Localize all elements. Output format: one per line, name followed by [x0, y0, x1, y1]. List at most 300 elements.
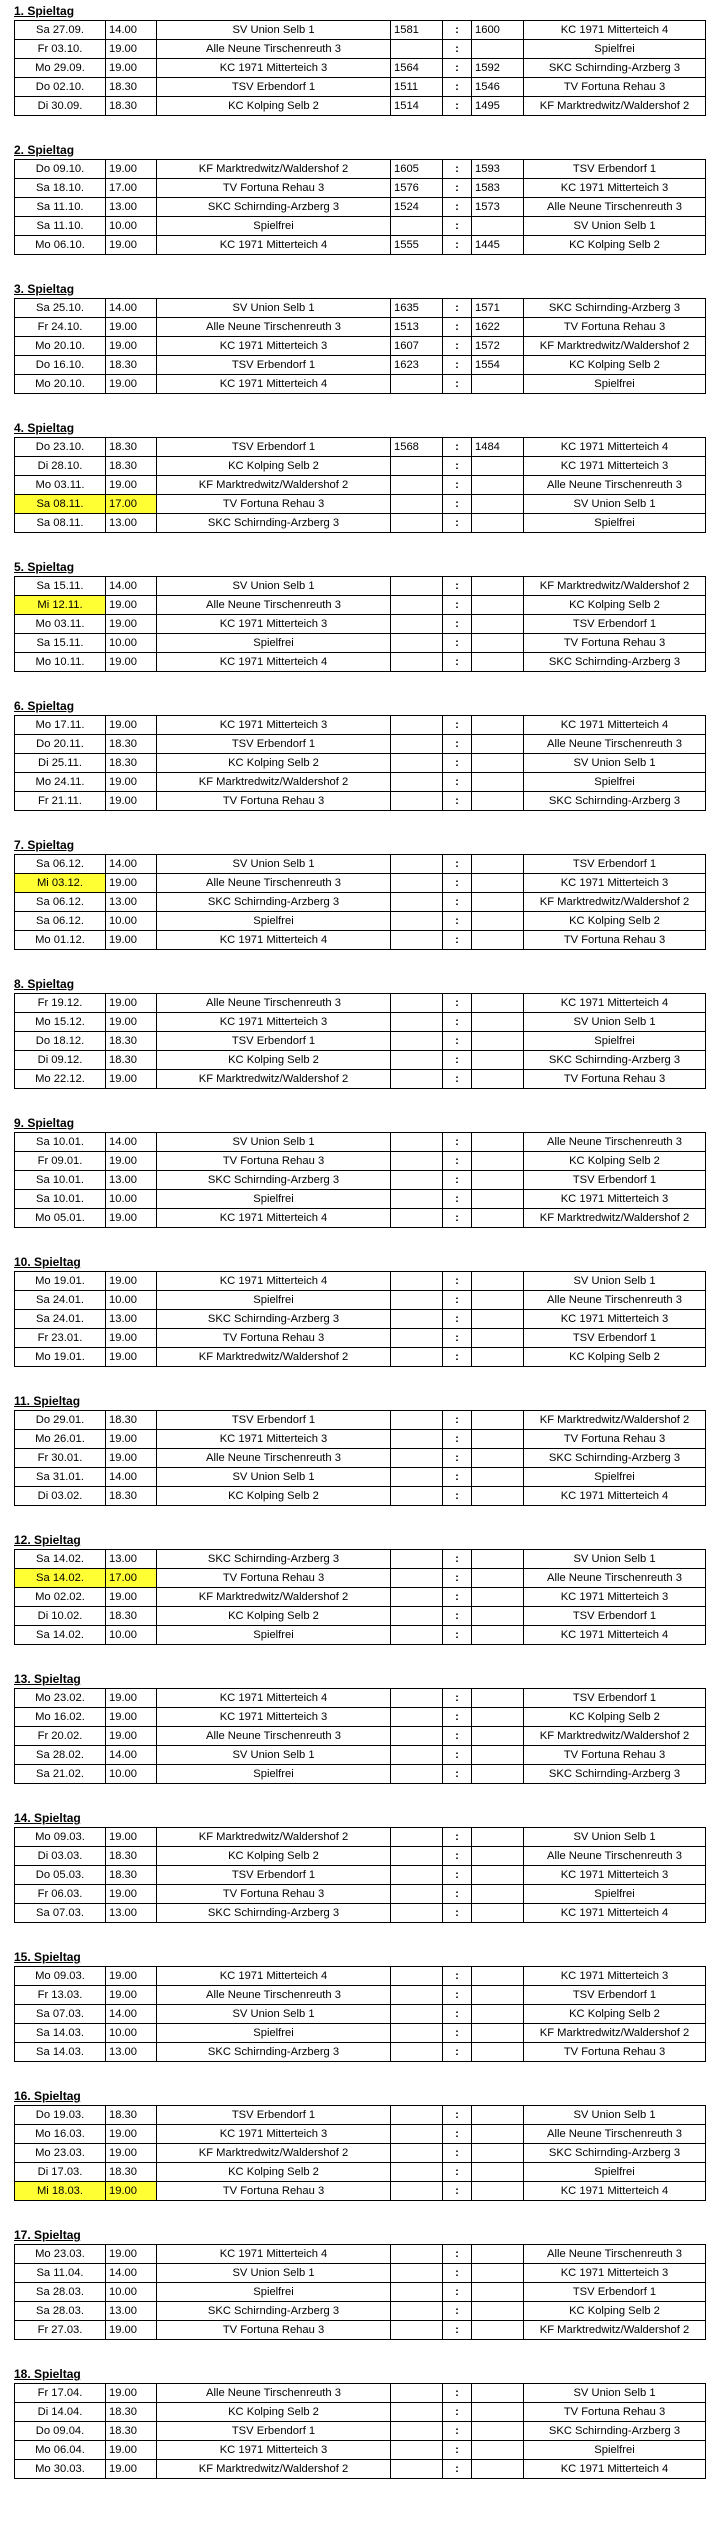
- home-score: [391, 1329, 443, 1348]
- match-row: [15, 1967, 706, 1986]
- match-date: Sa 14.03.: [15, 2043, 106, 2062]
- match-row: [15, 59, 706, 78]
- away-score: [472, 1329, 524, 1348]
- home-team: Spielfrei: [157, 2283, 391, 2302]
- home-team: TSV Erbendorf 1: [157, 1032, 391, 1051]
- away-team: Alle Neune Tirschenreuth 3: [524, 198, 706, 217]
- away-score: 1573: [472, 198, 524, 217]
- match-row: [15, 893, 706, 912]
- away-team: TSV Erbendorf 1: [524, 855, 706, 874]
- home-score: [391, 2264, 443, 2283]
- round-table: [14, 159, 706, 255]
- score-separator: :: [443, 1430, 472, 1449]
- home-score: 1513: [391, 318, 443, 337]
- match-time: 19.00: [106, 2125, 157, 2144]
- match-time: 19.00: [106, 337, 157, 356]
- away-team: SV Union Selb 1: [524, 1013, 706, 1032]
- round-table: [14, 1966, 706, 2062]
- away-team: KC 1971 Mitterteich 3: [524, 1310, 706, 1329]
- home-team: KC Kolping Selb 2: [157, 1847, 391, 1866]
- match-row: [15, 1828, 706, 1847]
- home-score: [391, 1152, 443, 1171]
- round-title: 2. Spieltag: [14, 143, 75, 157]
- score-separator: :: [443, 994, 472, 1013]
- match-date: Sa 15.11.: [15, 577, 106, 596]
- away-score: 1546: [472, 78, 524, 97]
- match-time: 19.00: [106, 1013, 157, 1032]
- match-time: 10.00: [106, 1626, 157, 1645]
- away-team: SKC Schirnding-Arzberg 3: [524, 2422, 706, 2441]
- score-separator: :: [443, 2106, 472, 2125]
- away-team: Alle Neune Tirschenreuth 3: [524, 735, 706, 754]
- home-team: TV Fortuna Rehau 3: [157, 179, 391, 198]
- match-row: [15, 1746, 706, 1765]
- match-date: Do 19.03.: [15, 2106, 106, 2125]
- away-team: KC 1971 Mitterteich 3: [524, 1866, 706, 1885]
- away-team: SKC Schirnding-Arzberg 3: [524, 1051, 706, 1070]
- match-date: Fr 13.03.: [15, 1986, 106, 2005]
- home-score: [391, 1348, 443, 1367]
- match-date: Mo 05.01.: [15, 1209, 106, 1228]
- home-score: [391, 1746, 443, 1765]
- away-team: KC 1971 Mitterteich 4: [524, 1487, 706, 1506]
- away-team: Spielfrei: [524, 1885, 706, 1904]
- home-score: [391, 874, 443, 893]
- match-time: 18.30: [106, 356, 157, 375]
- match-time: 19.00: [106, 1727, 157, 1746]
- round-title: 12. Spieltag: [14, 1533, 81, 1547]
- score-separator: :: [443, 1708, 472, 1727]
- away-team: SV Union Selb 1: [524, 754, 706, 773]
- away-team: KC Kolping Selb 2: [524, 1152, 706, 1171]
- match-time: 14.00: [106, 21, 157, 40]
- home-score: [391, 754, 443, 773]
- home-team: Spielfrei: [157, 1291, 391, 1310]
- match-row: [15, 179, 706, 198]
- away-score: 1600: [472, 21, 524, 40]
- home-score: 1555: [391, 236, 443, 255]
- round-table: [14, 437, 706, 533]
- home-score: [391, 1070, 443, 1089]
- away-team: SKC Schirnding-Arzberg 3: [524, 59, 706, 78]
- home-team: KC 1971 Mitterteich 4: [157, 375, 391, 394]
- away-team: SKC Schirnding-Arzberg 3: [524, 792, 706, 811]
- home-score: [391, 2441, 443, 2460]
- score-separator: :: [443, 2283, 472, 2302]
- match-date: Mo 22.12.: [15, 1070, 106, 1089]
- match-row: [15, 2321, 706, 2340]
- home-team: Alle Neune Tirschenreuth 3: [157, 40, 391, 59]
- match-row: [15, 2024, 706, 2043]
- home-team: TV Fortuna Rehau 3: [157, 2321, 391, 2340]
- away-score: [472, 1689, 524, 1708]
- home-score: [391, 716, 443, 735]
- match-time: 14.00: [106, 577, 157, 596]
- home-score: [391, 1588, 443, 1607]
- home-score: [391, 931, 443, 950]
- home-team: SKC Schirnding-Arzberg 3: [157, 198, 391, 217]
- round-table: [14, 1271, 706, 1367]
- match-row: [15, 476, 706, 495]
- score-separator: :: [443, 1607, 472, 1626]
- match-row: [15, 2422, 706, 2441]
- away-score: [472, 912, 524, 931]
- score-separator: :: [443, 198, 472, 217]
- home-team: SKC Schirnding-Arzberg 3: [157, 1310, 391, 1329]
- home-team: KC 1971 Mitterteich 3: [157, 2441, 391, 2460]
- home-score: [391, 1051, 443, 1070]
- score-separator: :: [443, 1171, 472, 1190]
- home-team: Spielfrei: [157, 634, 391, 653]
- away-score: [472, 634, 524, 653]
- score-separator: :: [443, 1133, 472, 1152]
- away-score: 1622: [472, 318, 524, 337]
- score-separator: :: [443, 912, 472, 931]
- away-team: TV Fortuna Rehau 3: [524, 318, 706, 337]
- home-score: [391, 1885, 443, 1904]
- home-team: TSV Erbendorf 1: [157, 2106, 391, 2125]
- match-row: [15, 78, 706, 97]
- home-team: TV Fortuna Rehau 3: [157, 1329, 391, 1348]
- home-score: 1524: [391, 198, 443, 217]
- home-team: TSV Erbendorf 1: [157, 735, 391, 754]
- match-date: Sa 31.01.: [15, 1468, 106, 1487]
- away-team: KC 1971 Mitterteich 3: [524, 1588, 706, 1607]
- match-date: Sa 14.02.: [15, 1550, 106, 1569]
- round-title: 10. Spieltag: [14, 1255, 81, 1269]
- match-time: 19.00: [106, 1967, 157, 1986]
- away-score: [472, 217, 524, 236]
- away-team: SV Union Selb 1: [524, 495, 706, 514]
- home-score: [391, 577, 443, 596]
- match-time: 14.00: [106, 1746, 157, 1765]
- away-score: [472, 1866, 524, 1885]
- home-team: KC Kolping Selb 2: [157, 2403, 391, 2422]
- away-score: [472, 514, 524, 533]
- home-score: [391, 476, 443, 495]
- match-row: [15, 1885, 706, 1904]
- match-time: 19.00: [106, 615, 157, 634]
- home-score: [391, 2106, 443, 2125]
- away-score: [472, 1209, 524, 1228]
- match-date: Mo 20.10.: [15, 337, 106, 356]
- score-separator: :: [443, 754, 472, 773]
- match-time: 14.00: [106, 855, 157, 874]
- match-row: [15, 1013, 706, 1032]
- away-score: [472, 2403, 524, 2422]
- score-separator: :: [443, 2422, 472, 2441]
- score-separator: :: [443, 2441, 472, 2460]
- home-team: KC 1971 Mitterteich 4: [157, 236, 391, 255]
- away-team: KF Marktredwitz/Waldershof 2: [524, 97, 706, 116]
- home-team: TV Fortuna Rehau 3: [157, 792, 391, 811]
- score-separator: :: [443, 773, 472, 792]
- match-date: Di 25.11.: [15, 754, 106, 773]
- score-separator: :: [443, 653, 472, 672]
- home-team: TV Fortuna Rehau 3: [157, 1885, 391, 1904]
- home-score: [391, 457, 443, 476]
- match-date: Sa 10.01.: [15, 1133, 106, 1152]
- away-team: KC 1971 Mitterteich 4: [524, 2182, 706, 2201]
- match-date: Sa 18.10.: [15, 179, 106, 198]
- match-date: Mo 15.12.: [15, 1013, 106, 1032]
- home-score: 1581: [391, 21, 443, 40]
- away-score: [472, 1487, 524, 1506]
- match-row: [15, 1487, 706, 1506]
- match-date: Fr 30.01.: [15, 1449, 106, 1468]
- home-score: [391, 2043, 443, 2062]
- away-team: KC 1971 Mitterteich 3: [524, 1967, 706, 1986]
- score-separator: :: [443, 457, 472, 476]
- round-title: 3. Spieltag: [14, 282, 75, 296]
- home-score: [391, 2024, 443, 2043]
- round-table: [14, 854, 706, 950]
- match-row: [15, 375, 706, 394]
- match-date: Do 29.01.: [15, 1411, 106, 1430]
- match-row: [15, 931, 706, 950]
- match-time: 19.00: [106, 2321, 157, 2340]
- away-team: KC Kolping Selb 2: [524, 596, 706, 615]
- home-team: TSV Erbendorf 1: [157, 356, 391, 375]
- match-time: 18.30: [106, 2422, 157, 2441]
- home-team: SV Union Selb 1: [157, 21, 391, 40]
- match-date: Sa 28.03.: [15, 2283, 106, 2302]
- match-time: 18.30: [106, 438, 157, 457]
- away-score: [472, 2245, 524, 2264]
- match-row: [15, 438, 706, 457]
- round-table: [14, 1688, 706, 1784]
- away-team: KC 1971 Mitterteich 3: [524, 457, 706, 476]
- score-separator: :: [443, 2144, 472, 2163]
- home-score: [391, 1866, 443, 1885]
- away-team: Spielfrei: [524, 1468, 706, 1487]
- home-team: Alle Neune Tirschenreuth 3: [157, 318, 391, 337]
- match-time: 19.00: [106, 1152, 157, 1171]
- away-team: Spielfrei: [524, 773, 706, 792]
- away-team: KF Marktredwitz/Waldershof 2: [524, 577, 706, 596]
- home-score: [391, 2144, 443, 2163]
- match-date: Sa 07.03.: [15, 2005, 106, 2024]
- away-team: KC 1971 Mitterteich 4: [524, 994, 706, 1013]
- match-row: [15, 1171, 706, 1190]
- round-table: [14, 1827, 706, 1923]
- match-row: [15, 514, 706, 533]
- match-date: Sa 06.12.: [15, 893, 106, 912]
- score-separator: :: [443, 40, 472, 59]
- away-team: SKC Schirnding-Arzberg 3: [524, 299, 706, 318]
- away-team: Spielfrei: [524, 40, 706, 59]
- match-row: [15, 1765, 706, 1784]
- match-date: Di 30.09.: [15, 97, 106, 116]
- away-score: [472, 716, 524, 735]
- away-score: [472, 457, 524, 476]
- score-separator: :: [443, 236, 472, 255]
- match-row: [15, 615, 706, 634]
- score-separator: :: [443, 2321, 472, 2340]
- match-row: [15, 855, 706, 874]
- match-time: 14.00: [106, 1468, 157, 1487]
- home-team: TSV Erbendorf 1: [157, 438, 391, 457]
- score-separator: :: [443, 78, 472, 97]
- match-time: 13.00: [106, 2302, 157, 2321]
- match-time: 19.00: [106, 375, 157, 394]
- match-date: Sa 21.02.: [15, 1765, 106, 1784]
- home-team: Spielfrei: [157, 1190, 391, 1209]
- home-team: Alle Neune Tirschenreuth 3: [157, 994, 391, 1013]
- home-score: [391, 855, 443, 874]
- score-separator: :: [443, 1765, 472, 1784]
- away-score: [472, 1967, 524, 1986]
- match-date: Mo 09.03.: [15, 1967, 106, 1986]
- match-time: 19.00: [106, 2460, 157, 2479]
- match-row: [15, 1449, 706, 1468]
- home-team: TSV Erbendorf 1: [157, 1866, 391, 1885]
- match-time: 19.00: [106, 59, 157, 78]
- match-row: [15, 2043, 706, 2062]
- round-table: [14, 1549, 706, 1645]
- round-table: [14, 1410, 706, 1506]
- home-score: [391, 1209, 443, 1228]
- match-date: Fr 03.10.: [15, 40, 106, 59]
- home-team: Spielfrei: [157, 1626, 391, 1645]
- match-row: [15, 1291, 706, 1310]
- match-time: 19.00: [106, 1588, 157, 1607]
- match-date: Mo 29.09.: [15, 59, 106, 78]
- away-score: [472, 1032, 524, 1051]
- match-row: [15, 97, 706, 116]
- match-date: Mo 23.02.: [15, 1689, 106, 1708]
- away-team: TV Fortuna Rehau 3: [524, 931, 706, 950]
- match-date: Di 03.03.: [15, 1847, 106, 1866]
- match-time: 19.00: [106, 2441, 157, 2460]
- match-date: Sa 14.02.: [15, 1626, 106, 1645]
- home-score: [391, 615, 443, 634]
- match-date: Fr 17.04.: [15, 2384, 106, 2403]
- home-team: KF Marktredwitz/Waldershof 2: [157, 160, 391, 179]
- match-time: 18.30: [106, 2163, 157, 2182]
- match-row: [15, 653, 706, 672]
- away-score: [472, 931, 524, 950]
- away-team: SV Union Selb 1: [524, 1550, 706, 1569]
- home-team: SV Union Selb 1: [157, 2264, 391, 2283]
- match-date: Sa 24.01.: [15, 1291, 106, 1310]
- match-time: 19.00: [106, 476, 157, 495]
- match-time: 13.00: [106, 1171, 157, 1190]
- home-score: [391, 1708, 443, 1727]
- away-score: [472, 1430, 524, 1449]
- away-score: [472, 495, 524, 514]
- score-separator: :: [443, 2403, 472, 2422]
- round-title: 15. Spieltag: [14, 1950, 81, 1964]
- match-row: [15, 2302, 706, 2321]
- score-separator: :: [443, 318, 472, 337]
- match-row: [15, 1430, 706, 1449]
- match-row: [15, 2245, 706, 2264]
- away-score: [472, 1607, 524, 1626]
- away-score: 1593: [472, 160, 524, 179]
- away-score: [472, 1550, 524, 1569]
- match-time: 13.00: [106, 2043, 157, 2062]
- match-time: 10.00: [106, 2024, 157, 2043]
- home-team: KC Kolping Selb 2: [157, 1607, 391, 1626]
- away-score: [472, 2163, 524, 2182]
- away-score: [472, 577, 524, 596]
- away-team: TSV Erbendorf 1: [524, 160, 706, 179]
- match-time: 13.00: [106, 514, 157, 533]
- away-score: [472, 1051, 524, 1070]
- score-separator: :: [443, 2125, 472, 2144]
- match-row: [15, 495, 706, 514]
- home-team: KC 1971 Mitterteich 3: [157, 1708, 391, 1727]
- match-row: [15, 2144, 706, 2163]
- home-score: [391, 514, 443, 533]
- score-separator: :: [443, 2460, 472, 2479]
- score-separator: :: [443, 1847, 472, 1866]
- away-score: [472, 792, 524, 811]
- match-row: [15, 874, 706, 893]
- match-time: 19.00: [106, 1209, 157, 1228]
- score-separator: :: [443, 337, 472, 356]
- match-date: Do 02.10.: [15, 78, 106, 97]
- match-date: Sa 11.04.: [15, 2264, 106, 2283]
- away-team: TV Fortuna Rehau 3: [524, 1430, 706, 1449]
- away-team: KF Marktredwitz/Waldershof 2: [524, 893, 706, 912]
- away-team: Alle Neune Tirschenreuth 3: [524, 476, 706, 495]
- match-row: [15, 1904, 706, 1923]
- score-separator: :: [443, 577, 472, 596]
- away-score: [472, 1310, 524, 1329]
- home-team: Alle Neune Tirschenreuth 3: [157, 874, 391, 893]
- match-row: [15, 577, 706, 596]
- match-date: Do 05.03.: [15, 1866, 106, 1885]
- score-separator: :: [443, 299, 472, 318]
- score-separator: :: [443, 615, 472, 634]
- score-separator: :: [443, 2024, 472, 2043]
- home-score: 1635: [391, 299, 443, 318]
- home-score: [391, 2245, 443, 2264]
- away-score: [472, 1133, 524, 1152]
- match-row: [15, 236, 706, 255]
- away-score: [472, 994, 524, 1013]
- match-time: 19.00: [106, 1430, 157, 1449]
- away-team: SV Union Selb 1: [524, 217, 706, 236]
- match-row: [15, 21, 706, 40]
- match-date: Mo 03.11.: [15, 615, 106, 634]
- match-date: Mo 02.02.: [15, 1588, 106, 1607]
- away-team: KC Kolping Selb 2: [524, 356, 706, 375]
- away-score: [472, 2321, 524, 2340]
- home-score: 1623: [391, 356, 443, 375]
- match-row: [15, 1626, 706, 1645]
- match-date: Di 14.04.: [15, 2403, 106, 2422]
- away-score: [472, 1986, 524, 2005]
- home-team: Alle Neune Tirschenreuth 3: [157, 1727, 391, 1746]
- match-date: Mo 16.03.: [15, 2125, 106, 2144]
- round-title: 1. Spieltag: [14, 4, 75, 18]
- score-separator: :: [443, 97, 472, 116]
- score-separator: :: [443, 1070, 472, 1089]
- away-score: [472, 1828, 524, 1847]
- match-date: Do 09.10.: [15, 160, 106, 179]
- away-score: [472, 735, 524, 754]
- score-separator: :: [443, 1190, 472, 1209]
- home-score: 1564: [391, 59, 443, 78]
- match-date: Sa 10.01.: [15, 1190, 106, 1209]
- home-team: TV Fortuna Rehau 3: [157, 495, 391, 514]
- home-team: TV Fortuna Rehau 3: [157, 2182, 391, 2201]
- match-time: 18.30: [106, 2106, 157, 2125]
- away-team: KC 1971 Mitterteich 4: [524, 438, 706, 457]
